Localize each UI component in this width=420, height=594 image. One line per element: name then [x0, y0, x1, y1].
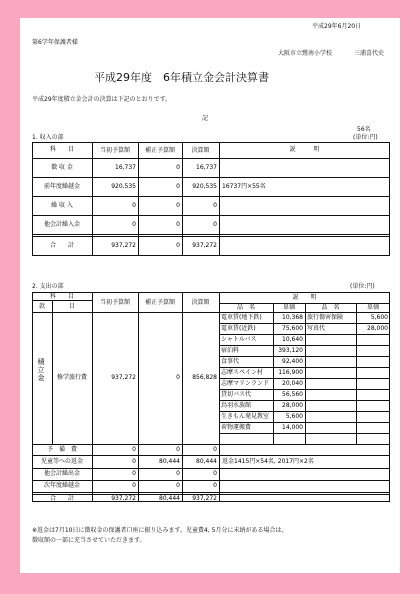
expense-row-final: 0 [213, 482, 217, 489]
expense-total-final: 937,272 [192, 495, 217, 502]
income-header-initial: 当初予算額 [99, 147, 130, 154]
income-row-revised: 0 [176, 221, 180, 228]
expense-total-label: 合 計 [49, 495, 74, 502]
document-sheet [20, 18, 400, 573]
income-row-revised: 0 [176, 202, 180, 209]
refund-description: 返金1415円×54名, 2017円×2名 [222, 458, 314, 465]
expense-row-item: 予 備 費 [46, 446, 77, 453]
trip-final: 856,828 [192, 374, 217, 381]
income-total-initial: 937,272 [111, 242, 136, 249]
detail-item-price: 5,600 [285, 413, 303, 420]
expense-row-item: 次年度繰越金 [43, 482, 80, 489]
income-row-item: 繰 収 入 [51, 202, 73, 209]
expense-section-title: 2. 支出の部 [32, 283, 64, 290]
detail-item-price: 20,040 [282, 380, 303, 387]
detail-item-name: 荷物運搬費 [221, 424, 252, 431]
detail-item-price: 14,000 [282, 424, 303, 431]
income-total-label: 合 計 [49, 242, 74, 249]
expense-row-initial: 0 [132, 482, 136, 489]
detail-item-name: 志摩スペイン村 [221, 369, 264, 376]
income-count-note: 56名 [357, 126, 371, 133]
expense-row-item: 児童等への返金 [40, 458, 83, 465]
income-header-final: 決算額 [191, 147, 210, 154]
expense-row-item: 他会計繰出金 [43, 470, 80, 477]
trip-revised: 0 [176, 374, 180, 381]
expense-row-final: 0 [213, 446, 217, 453]
school-name: 大阪市立鷺南小学校 [278, 50, 333, 57]
income-total-revised: 0 [176, 242, 180, 249]
expense-header-initial: 当初予算額 [99, 299, 130, 306]
income-row-final: 920,535 [192, 183, 217, 190]
expense-row-revised: 0 [176, 446, 180, 453]
ki-label: 記 [202, 115, 209, 122]
detail-item-name: 食事代 [221, 358, 240, 365]
detail-item-price: 56,560 [282, 391, 303, 398]
income-header-revised: 補正予算額 [144, 147, 175, 154]
detail-item-price: 10,368 [282, 314, 303, 321]
expense-row-initial: 0 [132, 446, 136, 453]
income-header-desc: 説 明 [289, 146, 320, 153]
expense-total-revised: 80,444 [159, 495, 180, 502]
detail-item-price: 92,400 [282, 358, 303, 365]
income-row-final: 16,737 [196, 164, 217, 171]
expense-row-initial: 0 [132, 458, 136, 465]
detail-item-name: 旅行傷害保険 [307, 314, 344, 321]
expense-row-final: 0 [213, 470, 217, 477]
income-row-revised: 0 [176, 183, 180, 190]
detail-item-name: 電車賃(近鉄) [221, 325, 256, 332]
kan-label: 積立金 [37, 358, 45, 383]
expense-header-kan: 款 [38, 303, 45, 310]
income-row-initial: 0 [132, 221, 136, 228]
footnote-line-2: 徴収額の一部に充当させていただきます。 [32, 537, 146, 544]
detail-item-price: 28,000 [367, 325, 388, 332]
detail-item-name: 宿泊料 [221, 347, 240, 354]
income-row-item: 他会計繰入金 [43, 221, 80, 228]
expense-header-final: 決算額 [191, 299, 210, 306]
detail-item-price: 75,600 [282, 325, 303, 332]
detail-header-name: 品 名 [236, 304, 255, 311]
footnote-line-1: ※返金は7月10日に徴収金の保護者口座に振り込みます。児童費4, 5月分に未納がある場合は、 [32, 527, 288, 534]
income-header-subject: 科 目 [49, 146, 74, 153]
income-row-initial: 0 [132, 202, 136, 209]
expense-unit: (単位:円) [350, 283, 375, 290]
expense-header-desc: 説 明 [292, 294, 317, 301]
income-row-initial: 920,535 [111, 183, 136, 190]
document-date: 平成29年6月20日 [312, 23, 362, 30]
detail-header-price: 単価 [282, 304, 295, 311]
expense-header-moku: 目 [68, 303, 75, 310]
detail-item-price: 393,120 [278, 347, 303, 354]
income-row-initial: 16,737 [115, 164, 136, 171]
detail-item-name: シャトルバス [221, 336, 257, 343]
trip-initial: 937,272 [111, 374, 136, 381]
recipient: 第6学年保護者様 [32, 39, 78, 46]
detail-item-name: 鳥羽水族館 [221, 402, 252, 409]
income-row-item: 徴 収 金 [51, 164, 73, 171]
detail-header-name: 品 名 [321, 304, 340, 311]
expense-row-initial: 0 [132, 470, 136, 477]
expense-total-initial: 937,272 [111, 495, 136, 502]
detail-item-name: 生きもん発見教室 [221, 413, 270, 420]
detail-item-price: 28,000 [282, 402, 303, 409]
document-title: 平成29年度 6年積立金会計決算書 [94, 71, 269, 84]
expense-header-revised: 補正予算額 [144, 299, 175, 306]
income-unit: (単位:円) [353, 134, 378, 141]
detail-item-price: 10,640 [282, 336, 303, 343]
income-row-item: 前年度繰越金 [43, 183, 80, 190]
income-row-revised: 0 [176, 164, 180, 171]
expense-header-subject: 科 目 [49, 293, 74, 300]
detail-item-price: 5,600 [370, 314, 388, 321]
detail-item-name: 写真代 [307, 325, 326, 332]
income-row-desc: 16737円×55名 [222, 183, 266, 190]
detail-item-price: 116,900 [278, 369, 303, 376]
income-section-title: 1. 収入の部 [32, 134, 64, 141]
detail-header-price: 単価 [366, 304, 379, 311]
detail-item-name: 志摩マリンランド [221, 380, 270, 387]
intro-text: 平成29年度積立金会計の決算は下記のとおりです。 [32, 96, 172, 103]
expense-row-revised: 80,444 [159, 458, 180, 465]
detail-item-name: 貸切バス代 [221, 391, 252, 398]
income-row-final: 0 [213, 221, 217, 228]
treasurer-name: 三浦喜代史 [354, 50, 385, 57]
income-total-final: 937,272 [192, 242, 217, 249]
expense-row-revised: 0 [176, 482, 180, 489]
detail-item-name: 電車賃(地下鉄) [221, 314, 262, 321]
income-row-final: 0 [213, 202, 217, 209]
expense-row-final: 80,444 [196, 458, 217, 465]
trip-name: 修学旅行費 [56, 374, 87, 381]
expense-row-revised: 0 [176, 470, 180, 477]
